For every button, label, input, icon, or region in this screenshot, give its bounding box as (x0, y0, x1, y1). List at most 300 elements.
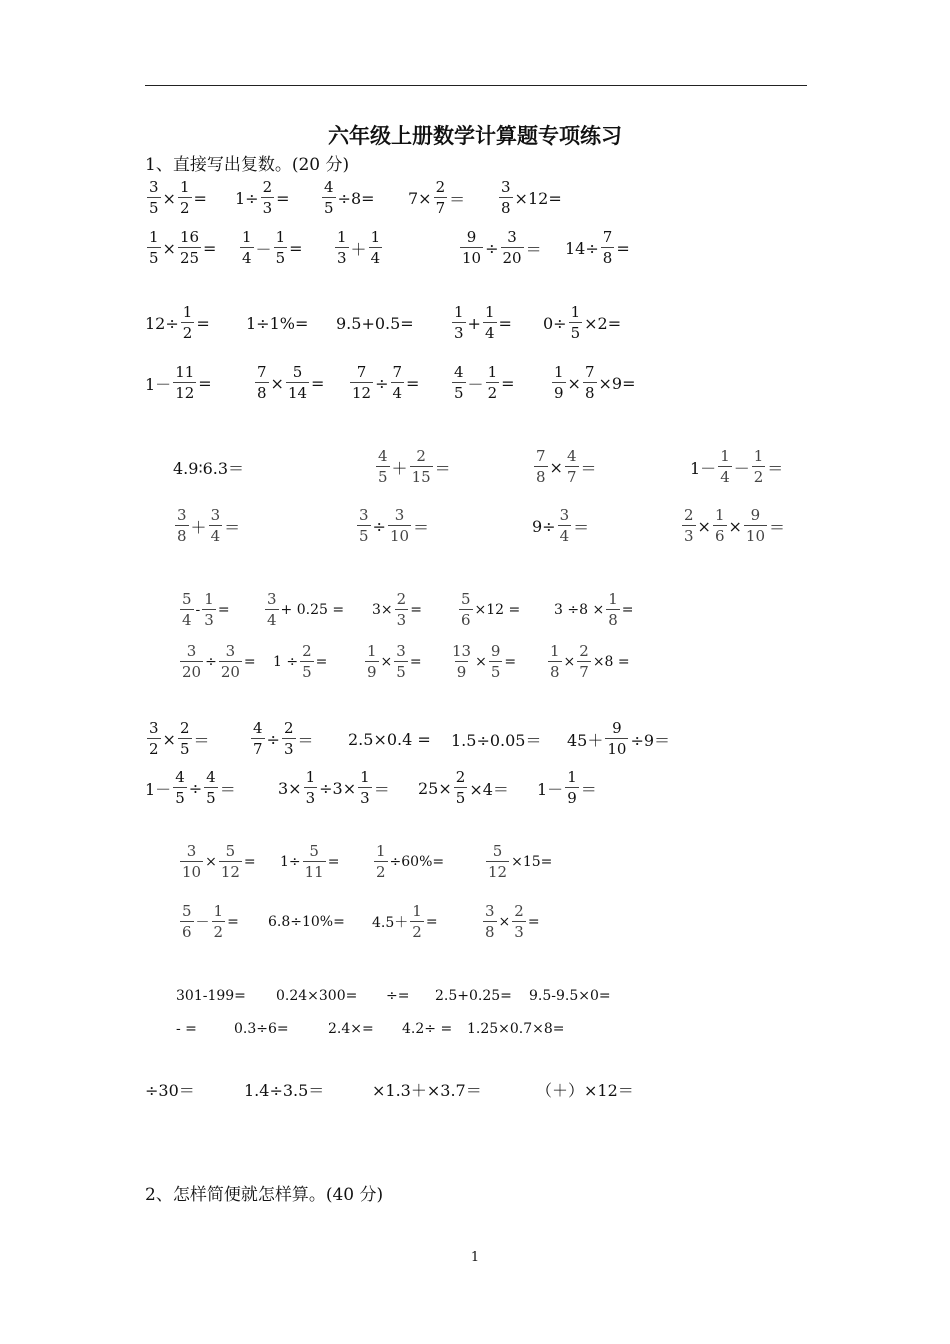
expression-text: 6.8÷10%= (268, 914, 345, 930)
denominator: 3 (454, 324, 464, 342)
exercise (145, 719, 210, 759)
fraction (181, 305, 195, 341)
expression-text: = (425, 914, 438, 930)
expression-text: × (162, 188, 176, 208)
fraction (606, 592, 620, 628)
exercise (484, 842, 552, 882)
exercise (333, 228, 384, 268)
expression-text: 1－ (145, 374, 172, 394)
expression-text: = (276, 188, 290, 208)
fraction (322, 180, 336, 216)
expression-text: 1.25×0.7×8= (467, 1021, 565, 1037)
numerator: 1 (484, 303, 495, 321)
expression-text: 1.5÷0.05＝ (451, 730, 542, 750)
fraction (752, 449, 766, 485)
denominator: 3 (283, 740, 294, 758)
expression-text: ÷60%= (389, 854, 445, 870)
expression-text: = (327, 854, 340, 870)
numerator: 5 (461, 590, 471, 608)
fraction (450, 644, 473, 680)
numerator: 9 (466, 228, 477, 246)
denominator: 5 (149, 199, 159, 217)
expression-text: 1÷ (280, 854, 301, 870)
numerator: 5 (309, 842, 319, 860)
denominator: 3 (684, 527, 694, 545)
expression-text: 2.5+0.25= (435, 988, 512, 1004)
fraction (282, 721, 296, 757)
numerator: 2 (455, 768, 466, 786)
exercise (448, 642, 516, 682)
expression-text: ＋ (350, 239, 367, 259)
expression-text: ×15= (511, 854, 553, 870)
expression-text: × (567, 373, 581, 393)
fraction (394, 644, 408, 680)
fraction (583, 365, 597, 401)
expression-text: ×12= (514, 188, 562, 208)
fraction (483, 305, 497, 341)
expression-text: 1÷ (235, 188, 259, 208)
numerator: 4 (566, 447, 577, 465)
denominator: 7 (579, 663, 589, 681)
denominator: 3 (396, 611, 407, 629)
exercise (536, 1069, 634, 1109)
denominator: 9 (554, 384, 564, 402)
exercise (348, 719, 431, 759)
fraction (565, 770, 579, 806)
expression-text: × (270, 373, 284, 393)
expression-text: ÷9＝ (630, 730, 671, 750)
fraction (483, 904, 497, 940)
fraction (180, 644, 203, 680)
fraction (376, 449, 390, 485)
fraction (300, 644, 314, 680)
section-1-heading: 1、直接写出复数。(20 分) (145, 155, 350, 175)
exercise (565, 228, 630, 268)
fraction (718, 449, 732, 485)
fraction (255, 365, 269, 401)
expression-text: － (255, 239, 272, 259)
exercise (268, 902, 345, 942)
expression-text: = (498, 313, 512, 333)
expression-text: 0.24×300= (276, 988, 358, 1004)
denominator: 8 (602, 249, 613, 267)
numerator: 1 (608, 590, 618, 608)
numerator: 1 (412, 902, 422, 920)
numerator: 1 (720, 447, 730, 465)
fraction (601, 230, 615, 266)
numerator: 1 (570, 303, 581, 321)
numerator: 1 (554, 363, 564, 381)
expression-text: ＝ (224, 517, 241, 537)
expression-text: 1－ (537, 779, 564, 799)
exercise (690, 447, 783, 487)
numerator: 7 (536, 447, 546, 465)
denominator: 5 (206, 789, 216, 807)
denominator: 8 (584, 384, 595, 402)
expression-text: ＝ (580, 779, 597, 799)
exercise (408, 178, 465, 218)
expression-text: ＝ (449, 189, 466, 209)
expression-text: × (728, 516, 742, 536)
numerator: 5 (492, 842, 503, 860)
expression-text: ÷ (375, 373, 389, 393)
denominator: 2 (149, 740, 159, 758)
expression-text: ＋ (190, 517, 207, 537)
expression-text: ÷ (205, 654, 217, 670)
exercise (458, 228, 542, 268)
denominator: 20 (220, 663, 240, 681)
exercise (355, 506, 429, 546)
numerator: 2 (435, 178, 446, 196)
numerator: 1 (567, 768, 577, 786)
denominator: 8 (177, 527, 187, 545)
expression-text: = (243, 854, 256, 870)
expression-text: ＝ (373, 779, 390, 799)
expression-text: - (195, 602, 201, 618)
expression-text: × (697, 516, 711, 536)
denominator: 7 (253, 740, 263, 758)
header-rule (145, 85, 807, 86)
expression-text: × (162, 238, 176, 258)
expression-text: ＝ (769, 517, 786, 537)
expression-text: ＝ (193, 730, 210, 750)
denominator: 6 (714, 527, 725, 545)
expression-text: = (616, 238, 630, 258)
expression-text: ×9= (598, 373, 636, 393)
page-number: 1 (470, 1250, 480, 1265)
fraction (178, 180, 192, 216)
numerator: 1 (242, 228, 252, 246)
fraction (558, 508, 572, 544)
fraction (303, 844, 326, 880)
fraction (374, 844, 388, 880)
denominator: 6 (182, 923, 192, 941)
expression-text: ×8 = (592, 654, 630, 670)
denominator: 15 (411, 468, 431, 486)
numerator: 1 (179, 178, 190, 196)
numerator: 11 (175, 363, 195, 381)
expression-text: 12÷ (145, 313, 179, 333)
numerator: 1 (376, 842, 386, 860)
numerator: 5 (182, 902, 192, 920)
exercise (537, 768, 597, 808)
denominator: 2 (753, 468, 764, 486)
expression-text: 2.5×0.4 = (348, 729, 431, 749)
fraction (178, 721, 192, 757)
expression-text: 45＋ (567, 730, 604, 750)
numerator: 3 (225, 642, 236, 660)
expression-text: = (193, 188, 207, 208)
fraction (274, 230, 288, 266)
numerator: 1 (149, 228, 159, 246)
numerator: 5 (182, 590, 192, 608)
denominator: 25 (179, 249, 200, 267)
numerator: 3 (210, 506, 221, 524)
fraction (486, 844, 509, 880)
fraction (410, 904, 424, 940)
denominator: 5 (570, 324, 581, 342)
expression-text: 3× (372, 602, 393, 618)
expression-text: - = (176, 1021, 197, 1037)
numerator: 2 (416, 447, 426, 465)
denominator: 12 (488, 863, 508, 881)
expression-text: 3× (278, 778, 302, 798)
numerator: 3 (186, 842, 197, 860)
exercise (273, 642, 327, 682)
expression-text: 4.9∶6.3＝ (173, 458, 245, 478)
exercise (145, 228, 216, 268)
denominator: 3 (360, 789, 370, 807)
numerator: 1 (305, 768, 316, 786)
expression-text: ×4＝ (469, 779, 509, 799)
fraction (178, 230, 201, 266)
exercise (348, 363, 419, 403)
fraction (501, 230, 524, 266)
expression-text: 3 ÷8 × (554, 602, 605, 618)
fraction (251, 721, 265, 757)
denominator: 8 (485, 923, 495, 941)
numerator: 2 (684, 506, 694, 524)
fraction (565, 449, 579, 485)
denominator: 5 (324, 199, 334, 217)
fraction (713, 508, 727, 544)
exercise (374, 447, 451, 487)
exercise (145, 1069, 195, 1109)
fraction (499, 180, 513, 216)
expression-text: 9÷ (532, 516, 556, 536)
exercise (320, 178, 375, 218)
section-2-heading: 2、怎样简便就怎样算。(40 分) (145, 1185, 384, 1205)
exercise (546, 642, 630, 682)
exercise (532, 506, 589, 546)
expression-text: = (504, 654, 517, 670)
exercise (543, 303, 621, 343)
expression-text: 0.3÷6= (234, 1021, 289, 1037)
exercise (253, 363, 324, 403)
expression-text: 1－ (690, 458, 717, 478)
denominator: 8 (550, 663, 560, 681)
fraction (180, 592, 194, 628)
denominator: 4 (392, 384, 403, 402)
denominator: 8 (536, 468, 546, 486)
denominator: 3 (337, 249, 347, 267)
numerator: 1 (275, 228, 286, 246)
denominator: 11 (304, 863, 324, 881)
denominator: 2 (179, 199, 190, 217)
numerator: 3 (394, 506, 405, 524)
fraction (744, 508, 767, 544)
fraction (454, 770, 468, 806)
fraction (357, 508, 371, 544)
fraction (304, 770, 318, 806)
expression-text: ÷30＝ (145, 1080, 195, 1100)
fraction (459, 592, 473, 628)
denominator: 3 (262, 199, 273, 217)
fraction (548, 644, 562, 680)
exercise (234, 1009, 289, 1049)
expression-text: 2.4×= (328, 1021, 374, 1037)
exercise (372, 902, 438, 942)
fraction (173, 770, 187, 806)
exercise (173, 506, 240, 546)
expression-text: 301-199= (176, 988, 246, 1004)
exercise (550, 363, 636, 403)
expression-text: ×1.3＋×3.7＝ (372, 1080, 482, 1100)
numerator: 3 (359, 506, 369, 524)
numerator: 2 (283, 719, 294, 737)
expression-text: 4.5＋ (372, 915, 409, 931)
denominator: 4 (267, 611, 277, 629)
denominator: 10 (462, 249, 482, 267)
expression-text: ×12 = (474, 602, 521, 618)
expression-text: = (243, 654, 256, 670)
numerator: 3 (149, 178, 159, 196)
denominator: 20 (182, 663, 202, 681)
numerator: 2 (179, 719, 190, 737)
expression-text: ÷= (386, 988, 410, 1004)
exercise (145, 768, 236, 808)
numerator: 3 (186, 642, 197, 660)
denominator: 9 (367, 663, 377, 681)
exercise (145, 303, 210, 343)
fraction (147, 721, 161, 757)
fraction (410, 449, 433, 485)
exercise (178, 642, 256, 682)
expression-text: 0÷ (543, 313, 567, 333)
numerator: 5 (292, 363, 303, 381)
denominator: 4 (559, 527, 570, 545)
expression-text: 1－ (145, 779, 172, 799)
numerator: 1 (337, 228, 347, 246)
numerator: 3 (559, 506, 570, 524)
exercise (178, 590, 230, 630)
expression-text: ÷ (485, 238, 499, 258)
expression-text: = (289, 238, 303, 258)
numerator: 9 (490, 642, 501, 660)
expression-text: = (501, 373, 515, 393)
fraction (460, 230, 483, 266)
fraction (489, 644, 503, 680)
expression-text: + 0.25 = (280, 602, 345, 618)
exercise (372, 842, 444, 882)
exercise (450, 303, 512, 343)
fraction (202, 592, 216, 628)
exercise (280, 842, 339, 882)
denominator: 20 (502, 249, 522, 267)
exercise (554, 590, 633, 630)
expression-text: ÷8= (337, 188, 375, 208)
denominator: 2 (487, 384, 498, 402)
numerator: 3 (507, 228, 517, 246)
denominator: 7 (566, 468, 577, 486)
numerator: 1 (204, 590, 214, 608)
numerator: 2 (302, 642, 312, 660)
denominator: 8 (257, 384, 267, 402)
exercise (497, 178, 562, 218)
expression-text: － (467, 374, 484, 394)
fraction (358, 770, 372, 806)
denominator: 5 (175, 789, 185, 807)
denominator: 5 (455, 789, 466, 807)
fraction (286, 365, 309, 401)
denominator: 10 (745, 527, 765, 545)
denominator: 5 (302, 663, 312, 681)
numerator: 3 (149, 719, 159, 737)
expression-text: × (475, 654, 487, 670)
exercise (481, 902, 540, 942)
fraction (552, 365, 566, 401)
denominator: 5 (378, 468, 388, 486)
fraction (261, 180, 275, 216)
denominator: 7 (435, 199, 446, 217)
expression-text: = (311, 373, 325, 393)
fraction (395, 592, 409, 628)
expression-text: 4.2÷ = (402, 1021, 453, 1037)
expression-text: ＝ (525, 239, 542, 259)
denominator: 12 (175, 384, 195, 402)
numerator: 1 (360, 768, 370, 786)
denominator: 2 (376, 863, 386, 881)
numerator: 4 (324, 178, 334, 196)
denominator: 9 (456, 663, 467, 681)
exercise (145, 363, 212, 403)
exercise (328, 1009, 374, 1049)
denominator: 12 (220, 863, 240, 881)
exercise (173, 447, 244, 487)
numerator: 4 (206, 768, 216, 786)
numerator: 7 (356, 363, 367, 381)
denominator: 8 (608, 611, 618, 629)
fraction (180, 844, 203, 880)
fraction (209, 508, 223, 544)
numerator: 4 (378, 447, 388, 465)
fraction (391, 365, 405, 401)
numerator: 1 (182, 303, 193, 321)
exercise (263, 590, 344, 630)
expression-text: = (527, 914, 540, 930)
expression-text: ＝ (434, 458, 451, 478)
exercise (176, 1009, 197, 1049)
expression-text: + (467, 313, 481, 333)
exercise (363, 642, 422, 682)
denominator: 5 (275, 249, 286, 267)
exercise (178, 902, 239, 942)
numerator: 1 (550, 642, 560, 660)
expression-text: = (198, 373, 212, 393)
numerator: 2 (514, 902, 524, 920)
numerator: 4 (454, 363, 464, 381)
fraction (147, 180, 161, 216)
numerator: 4 (175, 768, 185, 786)
expression-text: ÷ (266, 729, 280, 749)
expression-text: ＝ (413, 517, 430, 537)
fraction (350, 365, 373, 401)
exercise (244, 1069, 324, 1109)
numerator: 3 (501, 178, 511, 196)
denominator: 10 (182, 863, 202, 881)
numerator: 2 (262, 178, 273, 196)
expression-text: － (733, 458, 750, 478)
denominator: 4 (370, 249, 381, 267)
denominator: 5 (149, 249, 159, 267)
fraction (434, 180, 448, 216)
exercise (246, 303, 308, 343)
expression-text: ÷ (188, 778, 203, 798)
numerator: 2 (396, 590, 407, 608)
numerator: 1 (454, 303, 464, 321)
expression-text: ＝ (297, 730, 314, 750)
expression-text: 14÷ (565, 238, 599, 258)
